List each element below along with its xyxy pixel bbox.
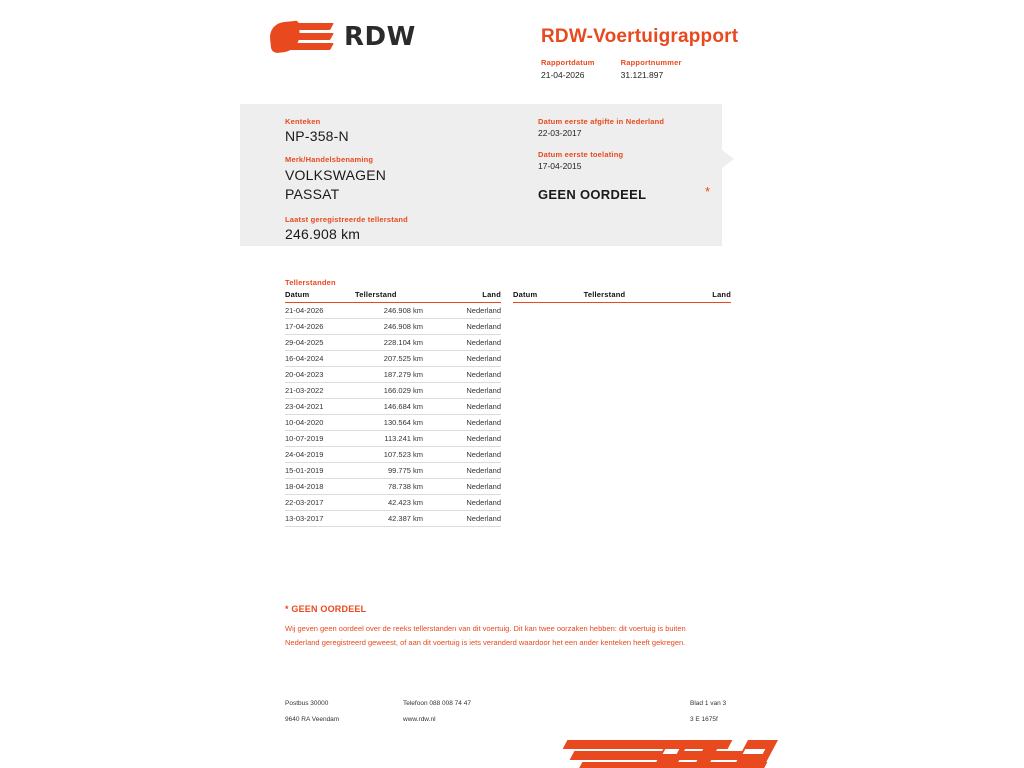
make-model-value (285, 166, 515, 204)
footer-address (285, 700, 339, 732)
table-row (285, 335, 501, 351)
table-row (285, 479, 501, 495)
cell-date: 10-07-2019 (285, 431, 355, 447)
first-issue-nl-value: 22-03-2017 (538, 128, 582, 138)
page-title: RDW-Voertuigrapport (541, 26, 739, 47)
verdict-badge: GEEN OORDEEL (538, 187, 647, 202)
column-header-country: Land (670, 290, 731, 303)
odometer-rows-left (285, 303, 501, 527)
cell-date: 15-01-2019 (285, 463, 355, 479)
table-row (285, 431, 501, 447)
cell-date: 10-04-2020 (285, 415, 355, 431)
cell-date: 24-04-2019 (285, 447, 355, 463)
cell-reading: 166.029 km (355, 383, 441, 399)
footnote-title: * GEEN OORDEEL (285, 604, 367, 614)
report-number-label: Rapportnummer (620, 58, 682, 67)
footer-contact (403, 700, 471, 732)
footer-page-number: Blad 1 van 3 (690, 700, 727, 707)
column-header-country: Land (441, 290, 501, 303)
cell-reading: 113.241 km (355, 431, 441, 447)
report-number-value: 31.121.897 (620, 70, 664, 80)
cell-reading: 246.908 km (355, 303, 441, 319)
document-header (0, 0, 1024, 90)
column-header-reading: Tellerstand (584, 290, 671, 303)
cell-country: Nederland (441, 335, 501, 351)
cell-date: 21-04-2026 (285, 303, 355, 319)
table-row (285, 383, 501, 399)
footer-address-line-2: 9640 RA Veendam (285, 716, 340, 723)
cell-date: 13-03-2017 (285, 511, 355, 527)
cell-country: Nederland (441, 463, 501, 479)
cell-date: 16-04-2024 (285, 351, 355, 367)
table-row (285, 351, 501, 367)
cell-country: Nederland (441, 511, 501, 527)
cell-reading: 207.525 km (355, 351, 441, 367)
odometer-table-right (513, 290, 731, 527)
odometer-section-title: Tellerstanden (285, 278, 336, 287)
summary-right-column (538, 117, 718, 202)
vehicle-summary-panel (240, 104, 722, 246)
table-row (285, 399, 501, 415)
cell-country: Nederland (441, 399, 501, 415)
licence-plate-label: Kenteken (285, 117, 321, 126)
cell-date: 22-03-2017 (285, 495, 355, 511)
cell-date: 20-04-2023 (285, 367, 355, 383)
cell-country: Nederland (441, 447, 501, 463)
odometer-table-left (285, 290, 501, 527)
report-date-label: Rapportdatum (541, 58, 595, 67)
cell-country: Nederland (441, 319, 501, 335)
table-row (285, 495, 501, 511)
footer-phone: Telefoon 088 008 74 47 (403, 700, 471, 707)
footer-website[interactable]: www.rdw.nl (403, 716, 436, 723)
report-number (621, 58, 682, 80)
table-header-row (513, 290, 731, 303)
footnote-section (285, 604, 705, 650)
cell-reading: 107.523 km (355, 447, 441, 463)
cell-reading: 246.908 km (355, 319, 441, 335)
cell-country: Nederland (441, 479, 501, 495)
rdw-arrows-logo-icon (270, 20, 336, 54)
footer-address-line-1: Postbus 30000 (285, 700, 329, 707)
table-row (285, 511, 501, 527)
table-row (285, 447, 501, 463)
table-row (285, 415, 501, 431)
last-odometer-value: 246.908 km (285, 225, 361, 242)
column-header-date: Datum (513, 290, 584, 303)
table-row (285, 367, 501, 383)
cell-reading: 78.738 km (355, 479, 441, 495)
footer-page-info (690, 700, 726, 732)
column-header-date: Datum (285, 290, 355, 303)
first-issue-nl-label: Datum eerste afgifte in Nederland (538, 117, 665, 126)
report-date-value: 21-04-2026 (541, 70, 585, 80)
first-admission-label: Datum eerste toelating (538, 150, 624, 159)
licence-plate-value: NP-358-N (285, 128, 349, 144)
make-model-label: Merk/Handelsbenaming (285, 155, 374, 164)
cell-country: Nederland (441, 367, 501, 383)
report-meta (541, 58, 708, 80)
footer-decorative-graphic (0, 738, 1024, 768)
odometer-readings-section (285, 278, 735, 527)
cell-date: 18-04-2018 (285, 479, 355, 495)
report-date (541, 58, 595, 80)
verdict-footnote-marker: * (704, 184, 710, 199)
cell-country: Nederland (441, 415, 501, 431)
cell-reading: 42.423 km (355, 495, 441, 511)
model-value: PASSAT (285, 185, 340, 202)
cell-country: Nederland (441, 383, 501, 399)
cell-date: 23-04-2021 (285, 399, 355, 415)
cell-reading: 130.564 km (355, 415, 441, 431)
last-odometer-label: Laatst geregistreerde tellerstand (285, 214, 408, 224)
logo-text: RDW (344, 22, 416, 52)
rdw-logo (270, 20, 416, 54)
cell-date: 17-04-2026 (285, 319, 355, 335)
cell-reading: 42.387 km (355, 511, 441, 527)
footnote-body: Wij geven geen oordeel over de reeks tellerstanden van dit voertuig. Dit kan twee oorzaken hebben: dit voertuig is buiten Nederland geregistreerd geweest, of aan dit voertuig is iets veranderd waardoor het een ander kenteken heeft gekregen. (285, 624, 686, 647)
cell-country: Nederland (441, 351, 501, 367)
cell-reading: 146.684 km (355, 399, 441, 415)
cell-country: Nederland (441, 303, 501, 319)
cell-reading: 99.775 km (355, 463, 441, 479)
first-admission-value: 17-04-2015 (538, 161, 582, 171)
table-row (285, 303, 501, 319)
cell-reading: 228.104 km (355, 335, 441, 351)
cell-country: Nederland (441, 431, 501, 447)
cell-country: Nederland (441, 495, 501, 511)
cell-date: 21-03-2022 (285, 383, 355, 399)
table-row (285, 319, 501, 335)
make-value: VOLKSWAGEN (285, 167, 387, 183)
cell-reading: 187.279 km (355, 367, 441, 383)
column-header-reading: Tellerstand (355, 290, 441, 303)
table-header-row (285, 290, 501, 303)
cell-date: 29-04-2025 (285, 335, 355, 351)
summary-left-column (285, 117, 515, 253)
table-row (285, 463, 501, 479)
footer-form-code: 3 E 1675f (690, 716, 718, 723)
